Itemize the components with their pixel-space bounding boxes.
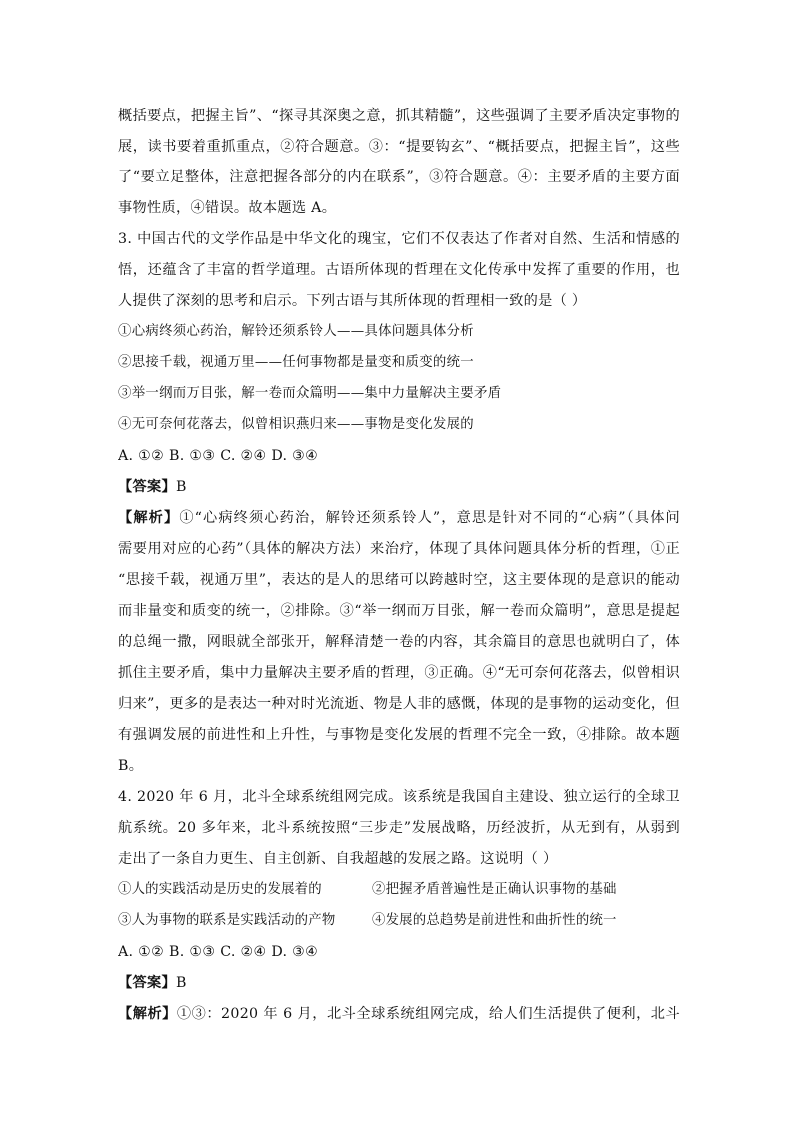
q4-stem-line: 走出了一条自力更生、自主创新、自我超越的发展之路。这说明（ ） [118, 851, 558, 867]
answer-value: B [175, 479, 187, 495]
q3-stem-line: 悟，还蕴含了丰富的哲学道理。古语所体现的哲理在文化传承中发挥了重要的作用，也 [118, 262, 680, 278]
q3-analysis-line: 归来”，更多的是表达一种对时光流逝、物是人非的感慨，体现的是事物的运动变化，但 [118, 696, 680, 712]
q4-stem-line: 4. 2020 年 6 月，北斗全球系统组网完成。该系统是我国自主建设、独立运行的全球卫 [118, 789, 680, 805]
q3-stem-line: 3. 中国古代的文学作品是中华文化的瑰宝，它们不仅表达了作者对自然、生活和情感的 [118, 231, 680, 247]
q3-analysis-line: B。 [118, 758, 144, 774]
q3-stem-line: 人提供了深刻的思考和启示。下列古语与其所体现的哲理相一致的是（ ） [118, 293, 587, 309]
q3-analysis-line [118, 508, 680, 528]
q4-statement: ②把握矛盾普遍性是正确认识事物的基础 [372, 882, 617, 897]
q3-analysis-line: 而非量变和质变的统一，②排除。③“举一纲而万目张，解一卷而众篇明”，意思是提起 [118, 603, 680, 619]
q3-analysis-line: 的总绳一撒，网眼就全部张开，解释清楚一卷的内容，其余篇目的意思也就明白了，体 [118, 634, 680, 650]
q4-stem-line: 航系统。20 多年来，北斗系统按照“三步走”发展战略，历经波折，从无到有，从弱到 [118, 820, 680, 836]
q3-analysis-line: 需要用对应的心药”（具体的解决方法）来治疗，体现了具体问题具体分析的哲理，①正 [118, 541, 680, 557]
analysis-label: 【解析】 [118, 510, 180, 526]
q2-tail-line: 事物性质，④错误。故本题选 A。 [118, 200, 337, 216]
q3-answer [118, 477, 680, 497]
q3-analysis-line: 抓住主要矛盾，集中力量解决主要矛盾的哲理，③正确。④“无可奈何花落去，似曾相识 [118, 665, 680, 681]
q3-statement: ①心病终须心药治，解铃还须系铃人——具体问题具体分析 [118, 324, 474, 339]
q2-tail-line: 展，读书要着重抓重点，②符合题意。③：“提要钩玄”、“概括要点，把握主旨”，这些 [118, 139, 680, 155]
q3-choices: A. ①② B. ①③ C. ②④ D. ③④ [118, 448, 319, 464]
q3-statement: ②思接千载，视通万里——任何事物都是量变和质变的统一 [118, 355, 474, 370]
q4-answer [118, 973, 680, 993]
q4-statement: ③人为事物的联系是实践活动的产物 [118, 913, 336, 928]
q2-tail-line: 了“要立足整体，注意把握各部分的内在联系”，③符合题意。④：主要矛盾的主要方面 [118, 169, 680, 185]
analysis-text: ①③：2020 年 6 月，北斗全球系统组网完成，给人们生活提供了便利，北斗 [176, 1006, 680, 1022]
q2-tail-line: 概括要点，把握主旨”、“探寻其深奥之意，抓其精髓”，这些强调了主要矛盾决定事物的 [118, 108, 680, 124]
q4-analysis-line [118, 1004, 680, 1024]
q4-statement: ①人的实践活动是历史的发展着的 [118, 882, 322, 897]
analysis-text: ①“心病终须心药治，解铃还须系铃人”，意思是针对不同的“心病”（具体问 [179, 510, 680, 526]
q3-statement: ③举一纲而万目张，解一卷而众篇明——集中力量解决主要矛盾 [118, 386, 502, 401]
answer-value: B [175, 975, 187, 991]
q4-choices: A. ①② B. ①③ C. ②④ D. ③④ [118, 944, 319, 960]
answer-label: 【答案】 [118, 479, 176, 495]
q3-statement: ④无可奈何花落去，似曾相识燕归来——事物是变化发展的 [118, 417, 474, 432]
analysis-label: 【解析】 [118, 1006, 177, 1022]
q4-statement: ④发展的总趋势是前进性和曲折性的统一 [372, 913, 617, 928]
answer-label: 【答案】 [118, 975, 176, 991]
q3-analysis-line: 有强调发展的前进性和上升性，与事物是变化发展的哲理不完全一致，④排除。故本题 [118, 727, 680, 743]
q3-analysis-line: “思接千载，视通万里”，表达的是人的思绪可以跨越时空，这主要体现的是意识的能动 [118, 572, 680, 588]
